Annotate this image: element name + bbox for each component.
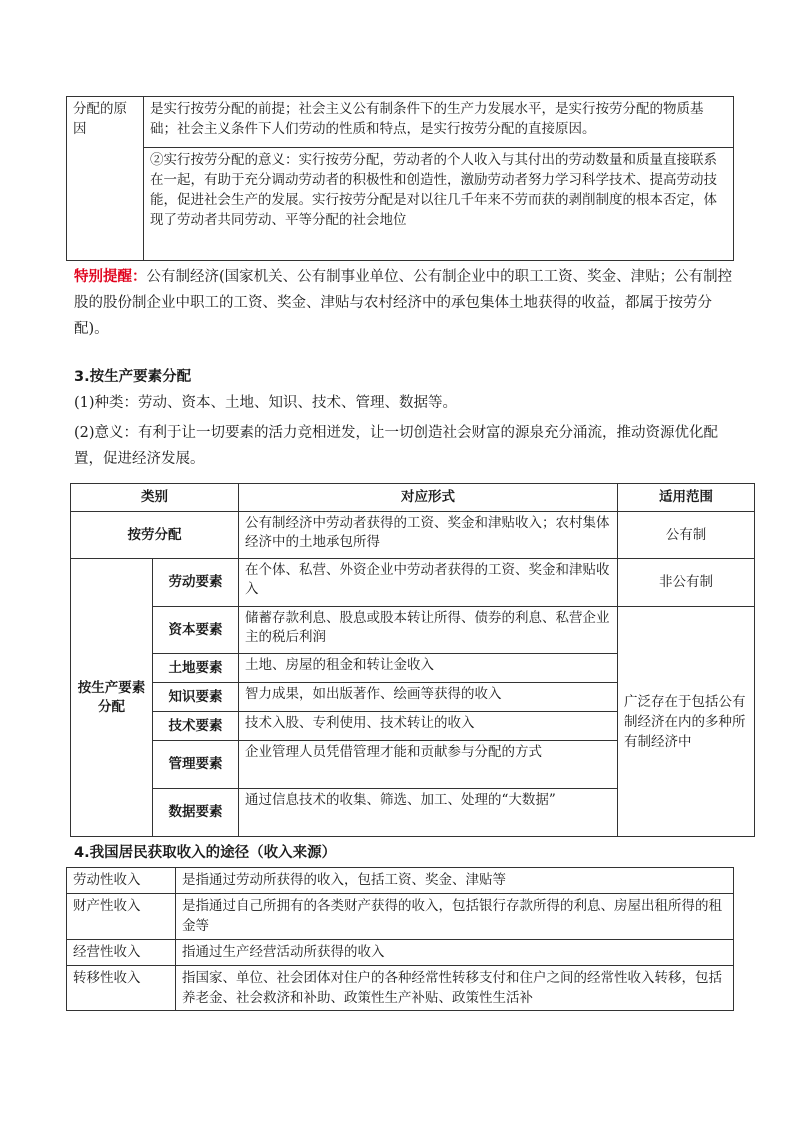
income-type: 劳动性收入	[67, 868, 176, 894]
section-3-significance: (2)意义：有利于让一切要素的活力竞相迸发，让一切创造社会财富的源泉充分涌流，推动资源优化配置，促进经济发展。	[74, 425, 719, 467]
special-reminder	[74, 264, 734, 342]
factor-distribution-label: 按生产要素分配	[71, 559, 153, 837]
income-sources-table	[66, 867, 734, 1011]
reason-text: 是实行按劳分配的前提；社会主义公有制条件下的生产力发展水平，是实行按劳分配的物质基础；社会主义条件下人们劳动的性质和特点，是实行按劳分配的直接原因。	[144, 97, 734, 148]
income-type: 转移性收入	[67, 966, 176, 1011]
income-desc: 是指通过劳动所获得的收入，包括工资、奖金、津贴等	[176, 868, 734, 894]
factor-form: 智力成果，如出版著作、绘画等获得的收入	[239, 683, 618, 712]
factor-name: 劳动要素	[153, 559, 239, 607]
significance-text: ②实行按劳分配的意义：实行按劳分配，劳动者的个人收入与其付出的劳动数量和质量直接联系在一起，有助于充分调动劳动者的积极性和创造性，激励劳动者努力学习科学技术、提高劳动技能，促进社会生产的发展。实行按劳分配是对以往几千年来不劳而获的剥削制度的根本否定，体现了劳动者共同劳动、平等分配的社会地位	[144, 148, 734, 261]
section-3-types: (1)种类：劳动、资本、土地、知识、技术、管理、数据等。	[74, 395, 458, 411]
factor-form: 土地、房屋的租金和转让金收入	[239, 654, 618, 683]
labor-distribution-form: 公有制经济中劳动者获得的工资、奖金和津贴收入；农村集体经济中的土地承包所得	[239, 512, 618, 559]
factor-name: 资本要素	[153, 607, 239, 654]
income-type: 经营性收入	[67, 940, 176, 966]
factor-form: 企业管理人员凭借管理才能和贡献参与分配的方式	[239, 741, 618, 789]
factor-name: 管理要素	[153, 741, 239, 789]
income-desc: 指通过生产经营活动所获得的收入	[176, 940, 734, 966]
section-4-title: 4.我国居民获取收入的途径（收入来源）	[74, 845, 337, 861]
factor-form: 通过信息技术的收集、筛选、加工、处理的“大数据”	[239, 789, 618, 837]
income-desc: 是指通过自己所拥有的各类财产获得的收入，包括银行存款所得的利息、房屋出租所得的租金等	[176, 894, 734, 940]
section-3-title: 3.按生产要素分配	[74, 369, 192, 385]
factor-form: 储蓄存款利息、股息或股本转让所得、债券的利息、私营企业主的税后利润	[239, 607, 618, 654]
factor-name: 土地要素	[153, 654, 239, 683]
factor-name: 数据要素	[153, 789, 239, 837]
factor-name: 知识要素	[153, 683, 239, 712]
reminder-text: 公有制经济(国家机关、公有制事业单位、公有制企业中的职工工资、奖金、津贴；公有制控股的股份制企业中职工的工资、奖金、津贴与农村经济中的承包集体土地获得的收益，都属于按劳分配)。	[74, 269, 733, 337]
header-category: 类别	[71, 484, 239, 512]
income-desc: 指国家、单位、社会团体对住户的各种经常性转移支付和住户之间的经常性收入转移，包括养老金、社会救济和补助、政策性生产补贴、政策性生活补	[176, 966, 734, 1011]
scope-nonpublic: 非公有制	[618, 559, 755, 607]
header-scope: 适用范围	[618, 484, 755, 512]
reminder-label: 特别提醒：	[74, 268, 147, 285]
header-form: 对应形式	[239, 484, 618, 512]
distribution-reason-table	[66, 96, 734, 261]
scope-wide: 广泛存在于包括公有制经济在内的多种所有制经济中	[618, 607, 755, 837]
distribution-forms-table	[70, 483, 755, 837]
factor-name: 技术要素	[153, 712, 239, 741]
labor-distribution-label: 按劳分配	[71, 512, 239, 559]
factor-form: 技术入股、专利使用、技术转让的收入	[239, 712, 618, 741]
income-type: 财产性收入	[67, 894, 176, 940]
labor-distribution-scope: 公有制	[618, 512, 755, 559]
factor-form: 在个体、私营、外资企业中劳动者获得的工资、奖金和津贴收入	[239, 559, 618, 607]
reason-header: 分配的原因	[67, 97, 144, 261]
